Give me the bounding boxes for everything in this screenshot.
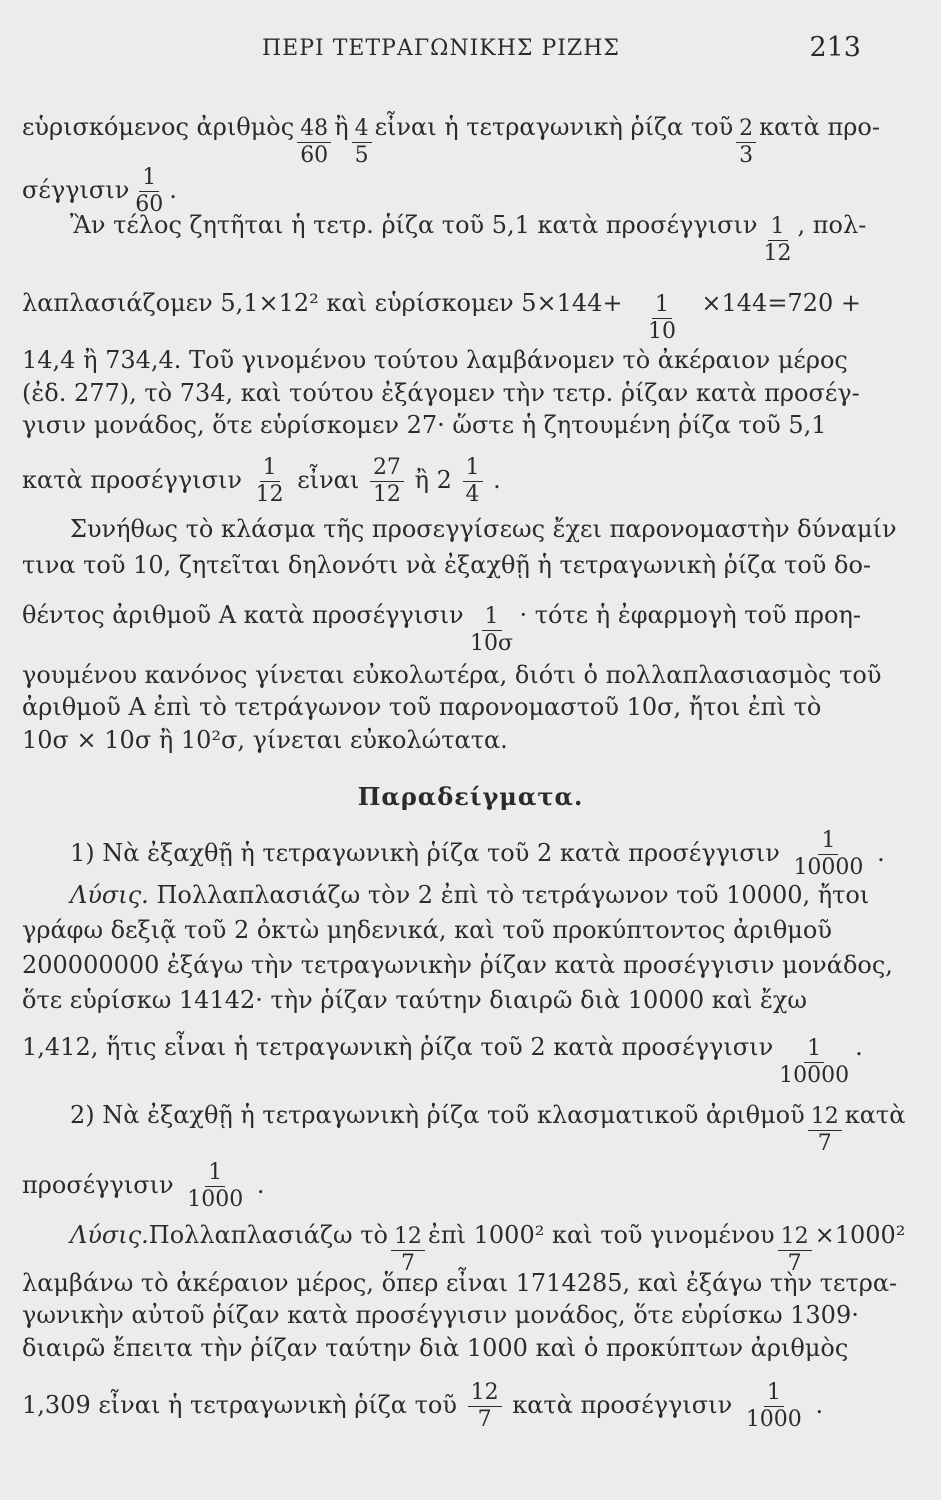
text-line: 1,309 εἶναι ἡ τετραγωνικὴ ῥίζα τοῦ $\frac{12}{7}$ κατὰ προσέγγισιν $\frac{1}{1000}$ .	[22, 1380, 824, 1432]
section-heading: Παραδείγματα.	[357, 782, 584, 811]
fraction: $\frac{27}{12}$	[370, 455, 404, 508]
text-line: γωνικὴν αὐτοῦ ῥίζαν κατὰ προσέγγισιν μονάδος, ὅτε εὑρίσκω 1309·	[22, 1301, 859, 1329]
text-line: ἀριθμοῦ Α ἐπὶ τὸ τετράγωνον τοῦ παρονομαστοῦ 10σ, ἤτοι ἐπὶ τὸ	[22, 693, 822, 721]
fraction: $\frac{1}{10\sigma}$	[470, 604, 514, 656]
text-line: Λύσις. Πολλαπλασιάζω τὸ $\frac{12}{7}$ ἐπὶ 1000² καὶ τοῦ γινομένου $\frac{12}{7}$ ×1000²	[70, 1221, 906, 1276]
text-line: Λύσις. Πολλαπλασιάζω τὸν 2 ἐπὶ τὸ τετράγωνον τοῦ 10000, ἤτοι	[70, 881, 870, 909]
fraction: $\frac{12}{7}$	[391, 1224, 425, 1277]
fraction: $\frac{12}{7}$	[808, 1104, 842, 1157]
text-line: (ἐδ. 277), τὸ 734, καὶ τούτου ἐξάγομεν τὴν τετρ. ῥίζαν κατὰ προσέγ-	[22, 379, 860, 407]
text-line: τινα τοῦ 10, ζητεῖται δηλονότι νὰ ἐξαχθῇ ἡ τετραγωνικὴ ῥίζα τοῦ δο-	[22, 551, 872, 579]
fraction: $\frac{2}{3}$	[736, 116, 756, 169]
fraction: $\frac{4}{5}$	[352, 116, 372, 169]
text-line: 10σ × 10σ ἢ 10²σ, γίνεται εὐκολώτατα.	[22, 726, 508, 754]
text-line: λαπλασιάζομεν 5,1×12² καὶ εὑρίσκομεν 5×144+ $\frac{1}{10}$ ×144=720 +	[22, 289, 861, 344]
text-line: σέγγισιν $\frac{1}{60}$ .	[22, 165, 177, 217]
text-line: γράφω δεξιᾷ τοῦ 2 ὀκτὼ μηδενικά, καὶ τοῦ προκύπτοντος ἀριθμοῦ	[22, 916, 832, 944]
fraction: $\frac{12}{7}$	[778, 1224, 812, 1277]
text-line: κατὰ προσέγγισιν $\frac{1}{12}$ εἶναι $\frac{27}{12}$ ἢ 2 $\frac{1}{4}$ .	[22, 455, 501, 507]
fraction: $\frac{1}{10000}$	[793, 828, 864, 880]
fraction: $\frac{1}{1000}$	[745, 1380, 802, 1432]
page-header	[0, 30, 941, 70]
text-line: λαμβάνω τὸ ἀκέραιον μέρος, ὅπερ εἶναι 1714285, καὶ ἐξάγω τὴν τετρα-	[22, 1269, 898, 1297]
text-line: 14,4 ἢ 734,4. Τοῦ γινομένου τούτου λαμβάνομεν τὸ ἀκέραιον μέρος	[22, 346, 848, 374]
fraction: $\frac{12}{7}$	[468, 1380, 502, 1433]
text-line: ὅτε εὑρίσκω 14142· τὴν ῥίζαν ταύτην διαιρῶ διὰ 10000 καὶ ἔχω	[22, 986, 807, 1014]
text-line: Ἂν τέλος ζητῆται ἡ τετρ. ῥίζα τοῦ 5,1 κατὰ προσέγγισιν $\frac{1}{12}$ , πολ-	[70, 211, 867, 266]
text-line: γισιν μονάδος, ὅτε εὑρίσκομεν 27· ὥστε ἡ ζητουμένη ῥίζα τοῦ 5,1	[22, 411, 827, 439]
fraction: $\frac{1}{10}$	[647, 292, 676, 344]
text-line: διαιρῶ ἔπειτα τὴν ῥίζαν ταύτην διὰ 1000 καὶ ὁ προκύπτων ἀριθμὸς	[22, 1334, 849, 1362]
text-line: 1,412, ἥτις εἶναι ἡ τετραγωνικὴ ῥίζα τοῦ 2 κατὰ προσέγγισιν $\frac{1}{10000}$ .	[22, 1033, 863, 1088]
text-line: θέντος ἀριθμοῦ Α κατὰ προσέγγισιν $\frac{1}{10\sigma}$ · τότε ἡ ἐφαρμογὴ τοῦ προη-	[22, 601, 861, 656]
running-title: ΠΕΡΙ ΤΕΤΡΑΓΩΝΙΚΗΣ ΡΙΖΗΣ	[262, 36, 620, 61]
fraction: $\frac{1}{4}$	[463, 455, 483, 508]
text-line: 1) Νὰ ἐξαχθῇ ἡ τετραγωνικὴ ῥίζα τοῦ 2 κατὰ προσέγγισιν $\frac{1}{10000}$ .	[70, 828, 885, 880]
text-line: 2) Νὰ ἐξαχθῇ ἡ τετραγωνικὴ ῥίζα τοῦ κλασματικοῦ ἀριθμοῦ $\frac{12}{7}$ κατὰ	[70, 1101, 906, 1156]
page-number: 213	[809, 32, 861, 63]
text-line: εὑρισκόμενος ἀριθμὸς $\frac{48}{60}$ ἢ $\frac{4}{5}$ εἶναι ἡ τετραγωνικὴ ῥίζα τοῦ $\frac{2}{3}$ κατὰ προ-	[22, 113, 880, 168]
text-line: γουμένου κανόνος γίνεται εὐκολωτέρα, διότι ὁ πολλαπλασιασμὸς τοῦ	[22, 661, 882, 689]
fraction: $\frac{1}{12}$	[255, 455, 284, 507]
fraction: $\frac{1}{60}$	[135, 165, 164, 217]
fraction: $\frac{1}{12}$	[763, 214, 792, 266]
text-line: 200000000 ἐξάγω τὴν τετραγωνικὴν ῥίζαν κατὰ προσέγγισιν μονάδος,	[22, 951, 893, 979]
text-line: Συνήθως τὸ κλάσμα τῆς προσεγγίσεως ἔχει παρονομαστὴν δύναμίν	[70, 515, 897, 543]
fraction: $\frac{1}{10000}$	[779, 1036, 850, 1088]
fraction: $\frac{1}{1000}$	[187, 1160, 244, 1212]
text-line: προσέγγισιν $\frac{1}{1000}$ .	[22, 1160, 265, 1212]
fraction: $\frac{48}{60}$	[297, 116, 331, 169]
